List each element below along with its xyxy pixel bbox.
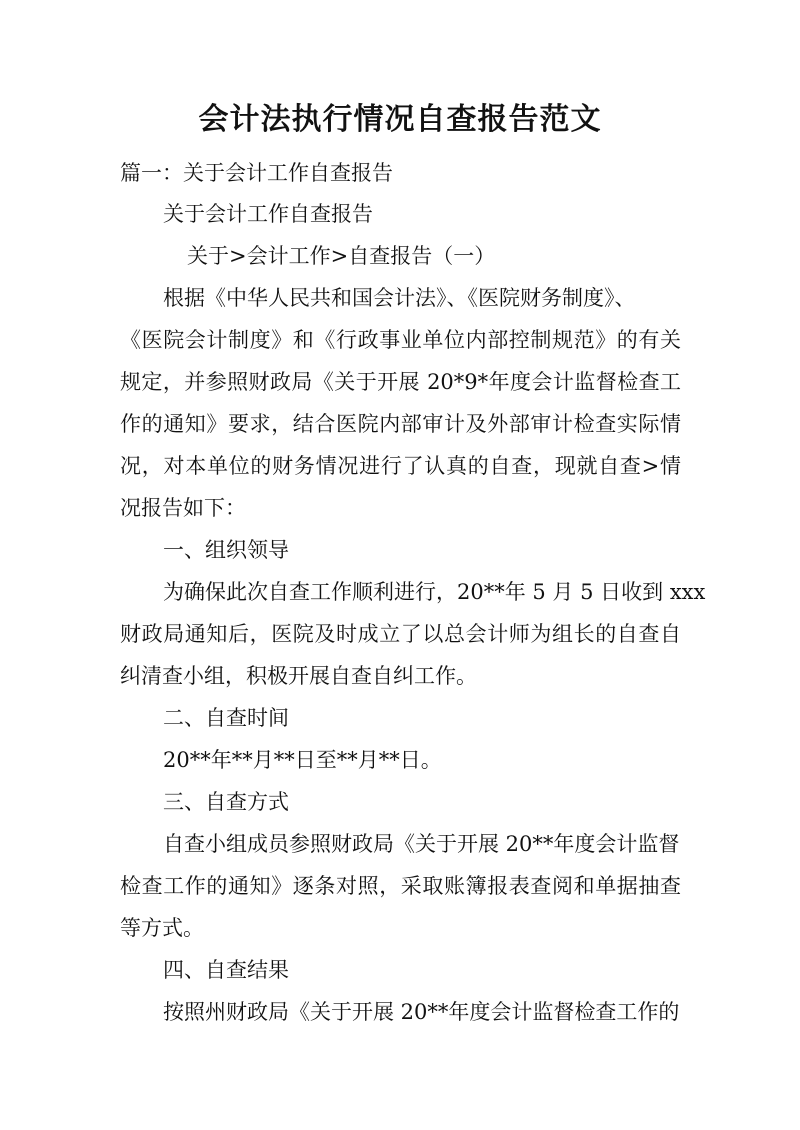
paragraph-line: 根据《中华人民共和国会计法》、《医院财务制度》、: [163, 286, 636, 310]
section-heading-organization: 一、组织领导: [163, 538, 289, 562]
paragraph-line: 财政局通知后，医院及时成立了以总会计师为组长的自查自: [120, 622, 681, 646]
paragraph-line: 检查工作的通知》逐条对照，采取账簿报表查阅和单据抽查: [120, 874, 681, 898]
report-subtitle: 关于会计工作自查报告: [163, 202, 373, 226]
section-heading-results: 四、自查结果: [163, 958, 289, 982]
paragraph-line: 自查小组成员参照财政局《关于开展 20**年度会计监督: [163, 832, 680, 856]
report-subtitle-numbered: 关于>会计工作>自查报告（一）: [187, 244, 496, 268]
paragraph-line: 20**年**月**日至**月**日。: [163, 748, 442, 772]
section-heading-time: 二、自查时间: [163, 706, 289, 730]
paragraph-line: 等方式。: [120, 916, 204, 940]
paragraph-line: 为确保此次自查工作顺利进行，20**年 5 月 5 日收到 xxx: [163, 580, 706, 604]
paragraph-line: 规定，并参照财政局《关于开展 20*9*年度会计监督检查工: [120, 370, 681, 394]
section-heading-part-one: 篇一：关于会计工作自查报告: [120, 161, 393, 185]
section-heading-method: 三、自查方式: [163, 790, 289, 814]
paragraph-line: 按照州财政局《关于开展 20**年度会计监督检查工作的: [163, 1000, 680, 1024]
paragraph-line: 《医院会计制度》和《行政事业单位内部控制规范》的有关: [120, 328, 681, 352]
paragraph-line: 作的通知》要求，结合医院内部审计及外部审计检查实际情: [120, 412, 681, 436]
paragraph-line: 况，对本单位的财务情况进行了认真的自查，现就自查>情: [120, 454, 681, 478]
paragraph-line: 况报告如下：: [120, 496, 246, 520]
document-title: 会计法执行情况自查报告范文: [198, 102, 602, 137]
paragraph-line: 纠清查小组，积极开展自查自纠工作。: [120, 664, 477, 688]
